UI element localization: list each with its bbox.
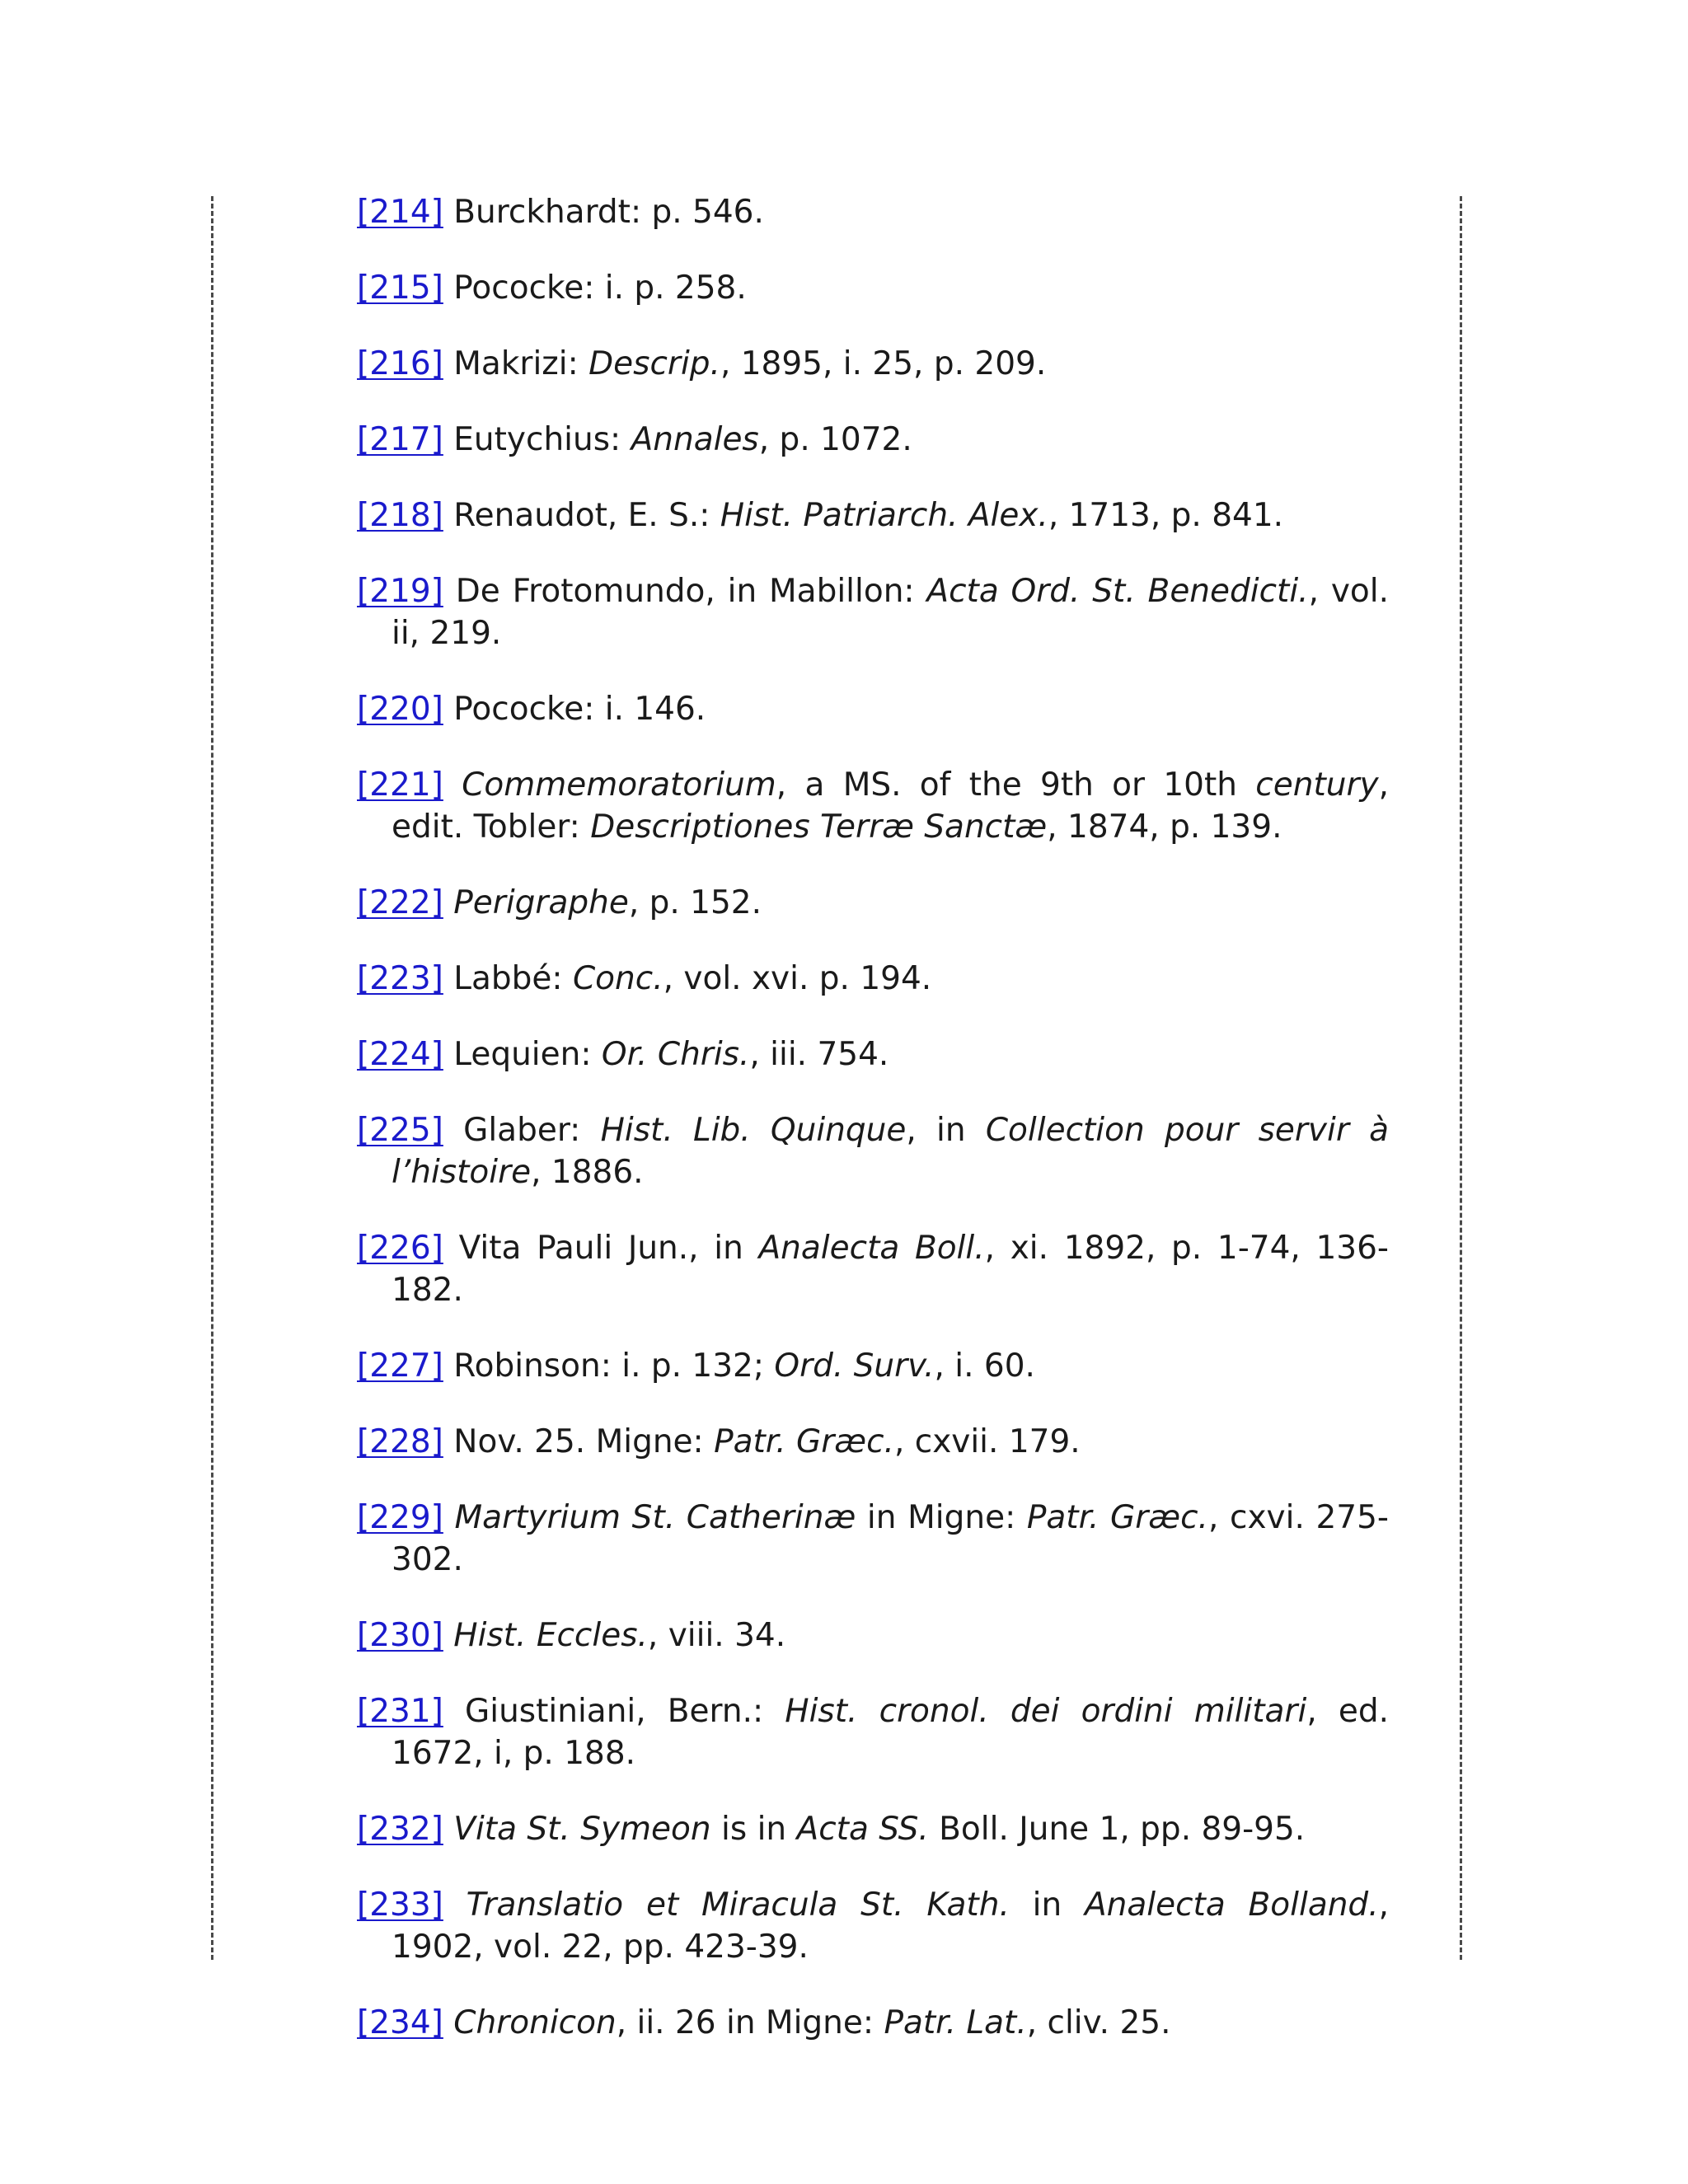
footnote-ref-link[interactable]: [224]	[357, 1036, 443, 1073]
footnote-title-italic: Annales	[631, 421, 759, 458]
footnote	[357, 191, 1389, 233]
footnote	[357, 343, 1389, 385]
footnote	[357, 1421, 1389, 1463]
footnote-title-italic: Acta Ord. St. Benedicti.	[926, 573, 1309, 610]
footnote-text: is in	[710, 1811, 797, 1848]
footnote-text: Robinson: i. p. 132;	[453, 1347, 775, 1385]
footnote	[357, 1690, 1389, 1774]
footnote-ref-link[interactable]: [222]	[357, 884, 443, 921]
footnote-title-italic: Descriptiones Terræ Sanctæ	[590, 808, 1048, 846]
footnote-ref-link[interactable]: [216]	[357, 345, 443, 382]
footnote-text: Eutychius:	[453, 421, 631, 458]
footnote-ref-link[interactable]: [225]	[357, 1112, 443, 1149]
footnote-ref-link[interactable]: [214]	[357, 194, 443, 231]
footnote-title-italic: Patr. Græc.	[714, 1423, 894, 1460]
footnote-ref-link[interactable]: [230]	[357, 1617, 443, 1654]
footnote-title-italic: Descrip.	[588, 345, 720, 382]
footnote	[357, 267, 1389, 309]
footnote-text: , p. 152.	[628, 884, 762, 921]
footnote	[357, 2002, 1389, 2044]
right-margin-rule	[1460, 196, 1462, 1960]
footnote-text: , ed. 1672, i, p. 188.	[392, 1693, 1389, 1772]
footnote-text: Giustiniani, Bern.:	[465, 1693, 785, 1730]
footnote	[357, 882, 1389, 924]
footnote	[357, 688, 1389, 730]
footnote-text: , viii. 34.	[647, 1617, 786, 1654]
footnote-text: , xi. 1892, p. 1-74, 136-182.	[392, 1230, 1389, 1309]
footnote	[357, 1033, 1389, 1076]
footnote-text: , edit. Tobler:	[392, 766, 1389, 846]
footnote	[357, 1345, 1389, 1387]
footnote-ref-link[interactable]: [232]	[357, 1811, 443, 1848]
footnote-text: , cxvii. 179.	[893, 1423, 1081, 1460]
footnote-text: , 1902, vol. 22, pp. 423-39.	[392, 1886, 1389, 1966]
footnote-text: in Migne:	[856, 1499, 1027, 1536]
footnote	[357, 1884, 1389, 1968]
footnote-ref-link[interactable]: [228]	[357, 1423, 443, 1460]
footnote-ref-link[interactable]: [223]	[357, 960, 443, 997]
footnote-ref-link[interactable]: [219]	[357, 573, 443, 610]
footnote-ref-link[interactable]: [233]	[357, 1886, 443, 1924]
footnote-text: , a MS. of the 9th or 10th	[776, 766, 1256, 804]
left-margin-rule	[211, 196, 213, 1960]
footnote-title-italic: Analecta Bolland.	[1084, 1886, 1379, 1924]
footnote	[357, 494, 1389, 537]
footnote-ref-link[interactable]: [221]	[357, 766, 443, 804]
footnote-ref-link[interactable]: [215]	[357, 269, 443, 307]
footnote-ref-link[interactable]: [226]	[357, 1230, 443, 1267]
footnote	[357, 1109, 1389, 1193]
footnote-text: De Frotomundo, in Mabillon:	[455, 573, 927, 610]
footnote-text: , vol. xvi. p. 194.	[663, 960, 932, 997]
footnote-title-italic: century	[1255, 766, 1379, 804]
footnote-title-italic: Hist. Patriarch. Alex.	[720, 497, 1048, 534]
footnote	[357, 1227, 1389, 1311]
footnote-text: , cxvi. 275-302.	[392, 1499, 1389, 1578]
footnote-text: , 1886.	[531, 1154, 644, 1191]
footnote-text: , ii. 26 in Migne:	[616, 2004, 884, 2041]
footnote-title-italic: Hist. Eccles.	[453, 1617, 648, 1654]
footnote	[357, 958, 1389, 1000]
footnote-title-italic: Analecta Boll.	[758, 1230, 985, 1267]
footnote-text: Lequien:	[453, 1036, 602, 1073]
footnote-text: , vol. ii, 219.	[392, 573, 1390, 652]
footnote-text: Labbé:	[453, 960, 573, 997]
footnote-title-italic: Martyrium St. Catherinæ	[454, 1499, 856, 1536]
footnote	[357, 1615, 1389, 1657]
footnote-title-italic: Ord. Surv.	[774, 1347, 935, 1385]
footnote-text: Pococke: i. 146.	[453, 691, 706, 728]
footnote-title-italic: Conc.	[572, 960, 663, 997]
footnote	[357, 1808, 1389, 1850]
footnote-title-italic: Patr. Lat.	[884, 2004, 1027, 2041]
footnote-text: , in	[906, 1112, 986, 1149]
footnote-text: , 1874, p. 139.	[1047, 808, 1282, 846]
footnote-text: Boll. June 1, pp. 89-95.	[928, 1811, 1306, 1848]
footnote-title-italic: Acta SS.	[796, 1811, 929, 1848]
footnote-ref-link[interactable]: [218]	[357, 497, 443, 534]
footnote-title-italic: Hist. Lib. Quinque	[600, 1112, 907, 1149]
footnote-ref-link[interactable]: [217]	[357, 421, 443, 458]
footnote-text: , iii. 754.	[749, 1036, 889, 1073]
footnote-title-italic: Translatio et Miracula St. Kath.	[466, 1886, 1010, 1924]
footnote-title-italic: Perigraphe	[453, 884, 629, 921]
footnote-ref-link[interactable]: [231]	[357, 1693, 443, 1730]
footnote	[357, 570, 1389, 654]
footnote	[357, 764, 1389, 848]
footnote-text: Glaber:	[463, 1112, 601, 1149]
footnote-title-italic: Or. Chris.	[601, 1036, 750, 1073]
footnote-text: , 1895, i. 25, p. 209.	[720, 345, 1047, 382]
footnote-text: Nov. 25. Migne:	[453, 1423, 715, 1460]
footnote-text: Vita Pauli Jun., in	[458, 1230, 759, 1267]
footnote	[357, 1497, 1389, 1581]
footnote-text: Burckhardt: p. 546.	[453, 194, 764, 231]
footnote-text: Pococke: i. p. 258.	[453, 269, 747, 307]
footnote-text: , 1713, p. 841.	[1048, 497, 1284, 534]
footnote-text: in	[1009, 1886, 1085, 1924]
footnote-ref-link[interactable]: [229]	[357, 1499, 443, 1536]
footnote-text: , p. 1072.	[758, 421, 912, 458]
footnote-text: , cliv. 25.	[1026, 2004, 1171, 2041]
footnote-title-italic: Vita St. Symeon	[453, 1811, 711, 1848]
footnote-ref-link[interactable]: [227]	[357, 1347, 443, 1385]
footnote-title-italic: Patr. Græc.	[1026, 1499, 1208, 1536]
footnote-text: Renaudot, E. S.:	[453, 497, 720, 534]
footnote-text: , i. 60.	[934, 1347, 1035, 1385]
footnote-text: Makrizi:	[453, 345, 589, 382]
footnote-ref-link[interactable]: [220]	[357, 691, 443, 728]
footnotes-list	[357, 191, 1389, 2078]
footnote-title-italic: Chronicon	[453, 2004, 617, 2041]
footnote-title-italic: Commemoratorium	[462, 766, 776, 804]
footnote	[357, 419, 1389, 461]
footnote-title-italic: Hist. cronol. dei ordini militari	[785, 1693, 1307, 1730]
footnote-ref-link[interactable]: [234]	[357, 2004, 443, 2041]
footnote-title-italic: Collection pour servir à l’histoire	[392, 1112, 1389, 1191]
